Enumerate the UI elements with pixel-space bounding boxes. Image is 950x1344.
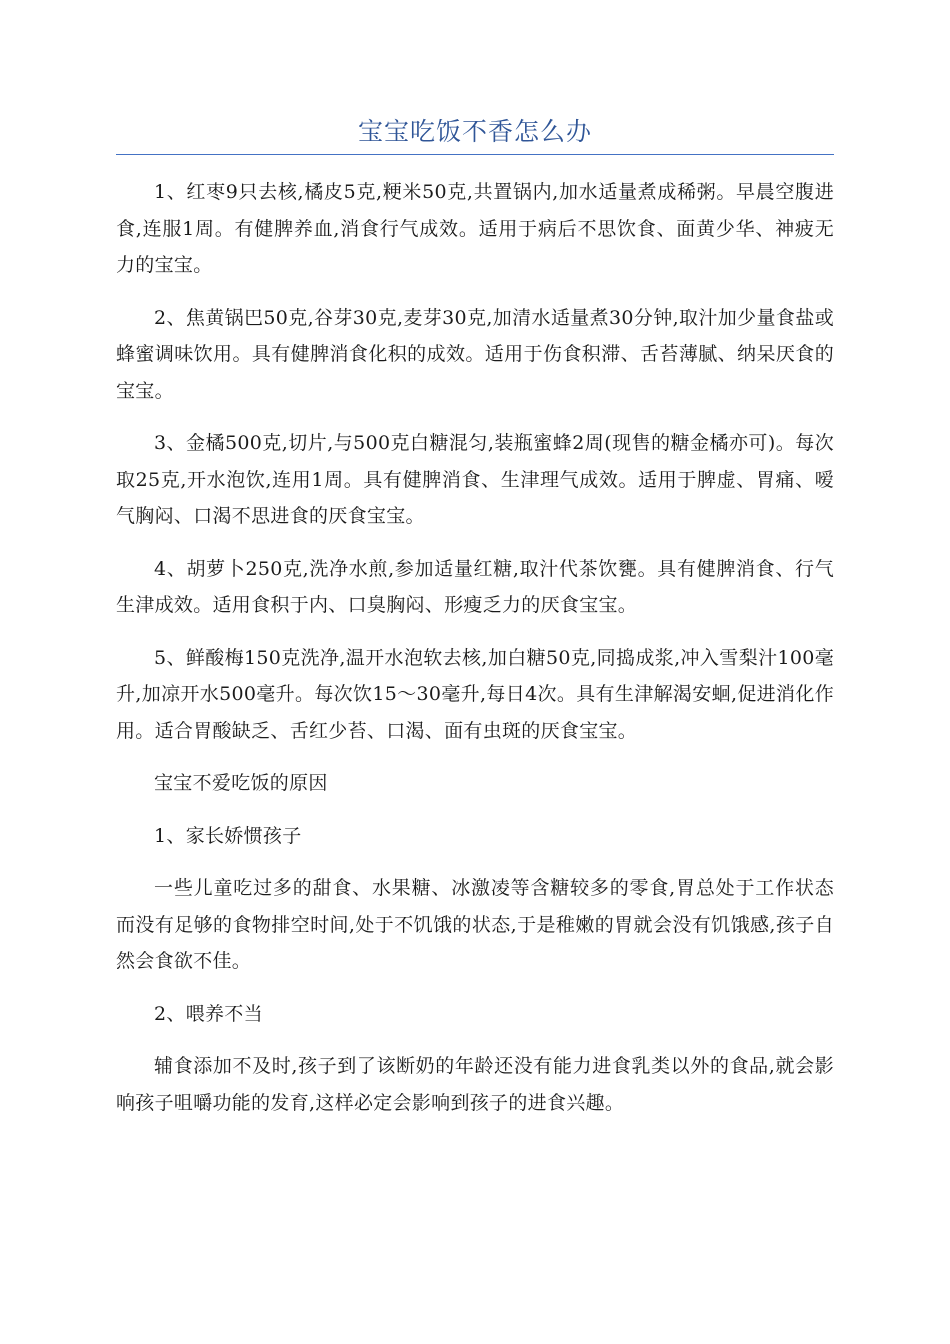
cause-paragraph-1: 一些儿童吃过多的甜食、水果糖、冰激凌等含糖较多的零食,胃总处于工作状态而没有足够的食物排空时间,处于不饥饿的状态,于是稚嫩的胃就会没有饥饿感,孩子自然会食欲不佳。 [116, 877, 834, 972]
paragraph-remedy-2: 2、焦黄锅巴50克,谷芽30克,麦芽30克,加清水适量煮30分钟,取汁加少量食盐或蜂蜜调味饮用。具有健脾消食化积的成效。适用于伤食积滞、舌苔薄腻、纳呆厌食的宝宝。 [116, 306, 834, 402]
cause-paragraph-2: 辅食添加不及时,孩子到了该断奶的年龄还没有能力进食乳类以外的食品,就会影响孩子咀嚼功能的发育,这样必定会影响到孩子的进食兴趣。 [116, 1055, 834, 1114]
paragraph-remedy-3: 3、金橘500克,切片,与500克白糖混匀,装瓶蜜蜂2周(现售的糖金橘亦可)。每次取25克,开水泡饮,连用1周。具有健脾消食、生津理气成效。适用于脾虚、胃痛、嗳气胸闷、口渴不思进食的厌食宝宝。 [116, 432, 834, 527]
page-title: 宝宝吃饭不香怎么办 [357, 117, 592, 146]
document-body [116, 174, 834, 1137]
title-underline [116, 154, 834, 155]
paragraph-remedy-1: 1、红枣9只去核,橘皮5克,粳米50克,共置锅内,加水适量煮成稀粥。早晨空腹进食,连服1周。有健脾养血,消食行气成效。适用于病后不思饮食、面黄少华、神疲无力的宝宝。 [116, 181, 834, 276]
section-heading-causes: 宝宝不爱吃饭的原因 [154, 772, 328, 794]
cause-heading-1: 1、家长娇惯孩子 [154, 824, 302, 847]
paragraph-remedy-5: 5、鲜酸梅150克洗净,温开水泡软去核,加白糖50克,同捣成浆,冲入雪梨汁100毫升,加凉开水500毫升。每次饮15～30毫升,每日4次。具有生津解渴安蛔,促进消化作用。适合胃酸缺乏、舌红少苔、口渴、面有虫斑的厌食宝宝。 [116, 646, 834, 742]
cause-heading-2: 2、喂养不当 [154, 1002, 263, 1025]
paragraph-remedy-4: 4、胡萝卜250克,洗净水煎,参加适量红糖,取汁代茶饮甕。具有健脾消食、行气生津成效。适用食积于内、口臭胸闷、形瘦乏力的厌食宝宝。 [116, 557, 834, 616]
